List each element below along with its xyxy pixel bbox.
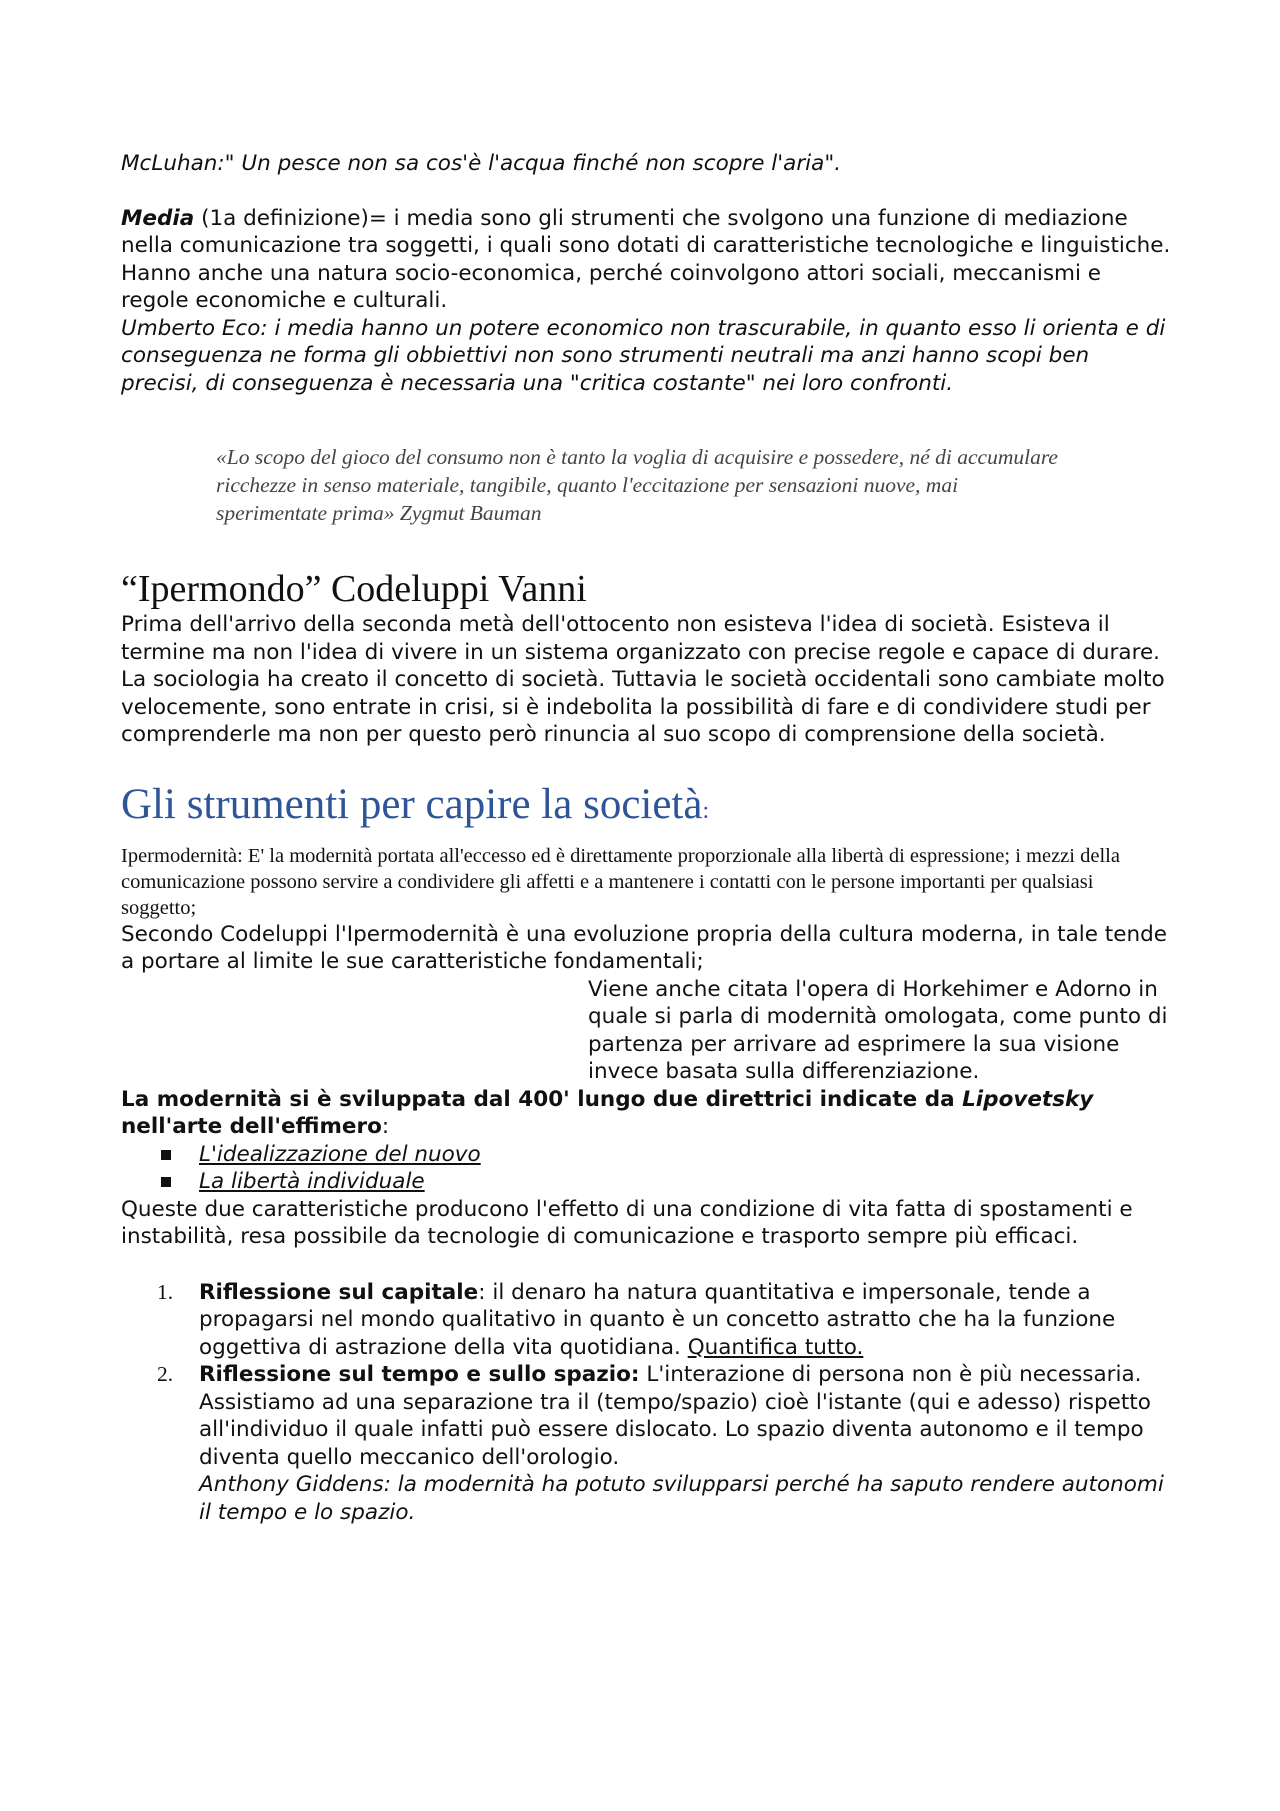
strumenti-heading-text: Gli strumenti per capire la società: [121, 780, 703, 828]
lipovetsky-name: Lipovetsky: [962, 1086, 1094, 1112]
bullet-text: L'idealizzazione del nuovo: [199, 1141, 481, 1167]
lipovetsky-text-2: nell'arte dell'effimero: [121, 1114, 382, 1139]
square-bullet-icon: [161, 1177, 171, 1187]
list-item: [121, 1361, 1171, 1526]
lipovetsky-colon: :: [381, 1114, 390, 1139]
bullet-list: [121, 1141, 1171, 1196]
section-heading-strumenti: [121, 779, 1171, 837]
eco-paragraph: Umberto Eco: i media hanno un potere economico non trascurabile, in quanto esso li orienta e di conseguenza ne forma gli obbiettivi non sono strumenti neutrali ma anzi hanno scopi ben precisi, di conseguenza è necessaria una "critica costante" nei loro confronti.: [121, 315, 1166, 396]
numbered-list: [121, 1279, 1171, 1527]
list-number: 2.: [157, 1362, 174, 1386]
section-heading-ipermondo: “Ipermondo” Codeluppi Vanni: [121, 568, 587, 610]
effects-paragraph: Queste due caratteristiche producono l'effetto di una condizione di vita fatta di spostamenti e instabilità, resa possibile da tecnologie di comunicazione e trasporto sempre più efficaci.: [121, 1196, 1133, 1249]
bauman-quote: «Lo scopo del gioco del consumo non è tanto la voglia di acquisire e possedere, né di accumulare ricchezze in senso materiale, tangibile, quanto l'eccitazione per sensazioni nuove, mai sperimentate prima» Zygmut Bauman: [216, 445, 1058, 525]
mcluhan-quote: McLuhan:" Un pesce non sa cos'è l'acqua finché non scopre l'aria".: [121, 151, 842, 176]
strumenti-heading-colon: :: [702, 797, 710, 824]
item-title: Riflessione sul tempo e sullo spazio:: [199, 1362, 640, 1387]
ipermodernita-paragraph: Ipermodernità: E' la modernità portata all'eccesso ed è direttamente proporzionale alla libertà di espressione; i mezzi della comunicazione possono servire a condividere gli affetti e a mantenere i contatti con le persone importanti per qualsiasi soggetto;: [121, 844, 1120, 919]
list-item: [161, 1168, 1171, 1196]
list-number: 1.: [157, 1279, 174, 1304]
lipovetsky-text-1: La modernità si è sviluppata dal 400' lungo due direttrici indicate da: [121, 1086, 963, 1112]
ipermondo-paragraph: Prima dell'arrivo della seconda metà dell'ottocento non esisteva l'idea di società. Esisteva il termine ma non l'idea di vivere in un sistema organizzato con precise regole e capace di durare. La sociologia ha creato il concetto di società. Tuttavia le società occidentali sono cambiate molto velocemente, sono entrate in crisi, si è indebolita la possibilità di fare e di condividere studi per comprenderle ma non per questo però rinuncia al suo scopo di comprensione della società.: [121, 612, 1165, 747]
item-text: L'interazione di persona non è più necessaria. Assistiamo ad una separazione tra il (tempo/spazio) cioè l'istante (qui e adesso) rispetto all'individuo il quale infatti può essere dislocato. Lo spazio diventa autonomo e il tempo diventa quello meccanico dell'orologio.: [199, 1362, 1151, 1470]
item-underlined-text: Quantifica tutto.: [687, 1334, 864, 1360]
giddens-quote: Anthony Giddens: la modernità ha potuto svilupparsi perché ha saputo rendere autonomi il tempo e lo spazio.: [199, 1472, 1164, 1525]
media-term: Media: [121, 205, 195, 231]
bullet-text: La libertà individuale: [199, 1169, 425, 1194]
list-item: [121, 1279, 1171, 1362]
square-bullet-icon: [161, 1150, 171, 1160]
media-definition: [121, 205, 1171, 315]
horkheimer-paragraph: Viene anche citata l'opera di Horkehimer e Adorno in quale si parla di modernità omologata, come punto di partenza per arrivare ad esprimere la sua visione invece basata sulla differenziazione.: [588, 976, 1168, 1084]
lipovetsky-paragraph: [121, 1086, 1171, 1141]
item-title: Riflessione sul capitale: [199, 1279, 479, 1305]
document-page: [121, 150, 1171, 1526]
media-definition-text: (1a definizione)= i media sono gli strumenti che svolgono una funzione di mediazione nella comunicazione tra soggetti, i quali sono dotati di caratteristiche tecnologiche e linguistiche. Hanno anche una natura socio-economica, perché coinvolgono attori sociali, meccanismi e regole economiche e culturali.: [121, 205, 1171, 313]
item-text: : il denaro ha natura quantitativa e impersonale, tende a propagarsi nel mondo qualitativo in quanto è un concetto astratto che ha la funzione oggettiva di astrazione della vita quotidiana.: [199, 1279, 1116, 1360]
codeluppi-paragraph: Secondo Codeluppi l'Ipermodernità è una evoluzione propria della cultura moderna, in tale tende a portare al limite le sue caratteristiche fondamentali;: [121, 921, 1167, 974]
list-item: [161, 1141, 1171, 1169]
